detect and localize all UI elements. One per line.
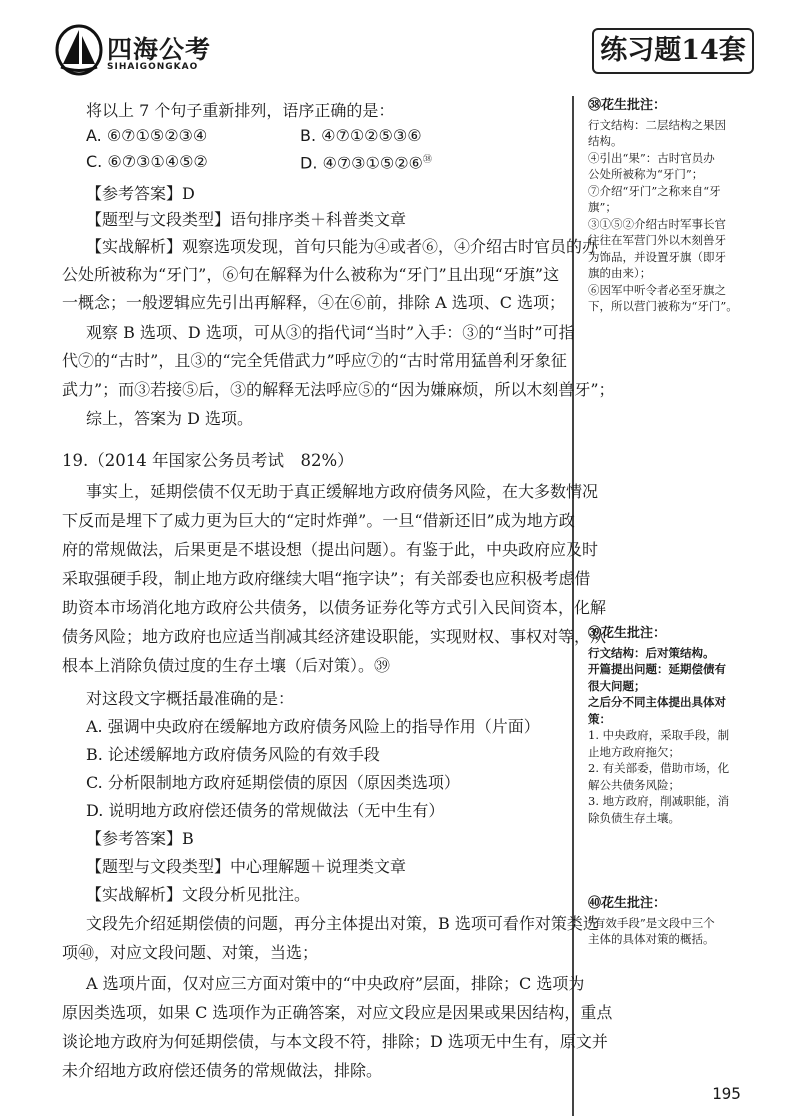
- annotation-line: 策：: [588, 711, 611, 726]
- annotation-39-title: ㊴花生批注：: [588, 626, 667, 641]
- q18-answer: 【参考答案】D: [86, 184, 195, 203]
- q19-explanation-line: 文段先介绍延期偿债的问题，再分主体提出对策，B 选项可看作对策类选: [86, 914, 599, 933]
- annotation-line: 往往在军营门外以木刻兽牙: [588, 233, 726, 247]
- q18-option-b: B. ④⑦①②⑤③⑥: [300, 126, 422, 145]
- annotation-line: “有效手段”是文段中三个: [588, 915, 715, 930]
- q19-explanation-line: A 选项片面，仅对应三方面对策中的“中央政府”层面，排除；C 选项为: [86, 974, 585, 993]
- q18-analysis-line: 观察 B 选项、D 选项，可从③的指代词“当时”入手：③的“当时”可指: [86, 323, 575, 342]
- annotation-line: 止地方政府拖欠；: [588, 744, 680, 759]
- q18-conclusion: 综上，答案为 D 选项。: [86, 409, 254, 428]
- annotation-line: 为饰品，并设置牙旗（即牙: [588, 249, 726, 264]
- annotation-38: [588, 98, 768, 315]
- brand-name-en: SIHAIGONGKAO: [107, 62, 199, 72]
- annotation-line: ④引出“果”：古时官员办: [588, 150, 715, 165]
- q19-passage-line: 事实上，延期偿债不仅无助于真正缓解地方政府债务风险，在大多数情况: [86, 482, 599, 501]
- q19-type: 【题型与文段类型】中心理解题＋说理类文章: [86, 857, 407, 876]
- annotation-line: 公处所被称为“牙门”；: [588, 167, 704, 181]
- q19-explanation-line: 未介绍地方政府偿还债务的常规做法，排除。: [62, 1061, 383, 1080]
- annotation-marker-38: ㊳: [422, 155, 432, 165]
- annotation-line: 结构。: [588, 134, 623, 148]
- q18-stem: 将以上 7 个句子重新排列，语序正确的是：: [86, 101, 395, 120]
- page-number: 195: [712, 1084, 741, 1103]
- annotation-line: 行文结构：二层结构之果因: [588, 117, 726, 132]
- annotation-line: 解公共债务风险；: [588, 777, 680, 792]
- annotation-line: 1. 中央政府，采取手段，制: [588, 728, 730, 742]
- q18-analysis-line: 武力”；而③若接⑤后，③的解释无法呼应⑤的“因为嫌麻烦，所以木刻兽牙”；: [62, 380, 615, 399]
- q19-explanation-line: 项㊵，对应文段问题、对策，当选；: [62, 943, 319, 962]
- q19-passage-line: 采取强硬手段，制止地方政府继续大唱“拖字诀”；有关部委也应积极考虑借: [62, 569, 591, 588]
- q18-analysis-line: 公处所被称为“牙门”，⑥句在解释为什么被称为“牙门”且出现“牙旗”这: [62, 265, 560, 284]
- annotation-38-title: ㊳花生批注：: [588, 98, 667, 113]
- annotation-line: ⑦介绍“牙门”之称来自“牙: [588, 183, 721, 198]
- annotation-line: 旗的由来）；: [588, 266, 652, 280]
- annotation-line: 行文结构：后对策结构。: [588, 645, 715, 660]
- annotation-line: 之后分不同主体提出具体对: [588, 695, 726, 709]
- annotation-line: ⑥因军中听令者必至牙旗之: [588, 282, 726, 297]
- q18-analysis-line: 【实战解析】观察选项发现，首句只能为④或者⑥，④介绍古时官员的办: [86, 237, 599, 256]
- sailboat-logo-icon: [55, 24, 103, 76]
- brand-name-cn: 四海公考: [107, 35, 212, 64]
- q19-passage-line: 根本上消除负债过度的生存土壤（后对策）。㊴: [62, 656, 391, 675]
- q19-passage-line: 债务风险；地方政府也应适当削减其经济建设职能，实现财权、事权对等，从: [62, 627, 607, 646]
- q19-passage-line: 助资本市场消化地方政府公共债务，以债务证券化等方式引入民间资本，化解: [62, 598, 607, 617]
- annotation-40: [588, 896, 768, 948]
- q18-type: 【题型与文段类型】语句排序类＋科普类文章: [86, 210, 407, 229]
- annotation-line: ③①⑤②介绍古时军事长官: [588, 216, 726, 231]
- q18-option-a: A. ⑥⑦①⑤②③④: [86, 126, 208, 145]
- annotation-line: 2. 有关部委，借助市场，化: [588, 761, 730, 775]
- annotation-line: 下，所以营门被称为“牙门”。: [588, 299, 738, 313]
- q19-explanation-line: 谈论地方政府为何延期偿债，与本文段不符，排除；D 选项无中生有，原文并: [62, 1032, 608, 1051]
- annotation-line: 3. 地方政府，削减职能，消: [588, 794, 730, 808]
- annotation-line: 开篇提出问题：延期偿债有: [588, 662, 726, 676]
- q19-option-c: C. 分析限制地方政府延期偿债的原因（原因类选项）: [86, 773, 460, 792]
- page-header: [0, 0, 800, 100]
- brand-logo: [55, 24, 225, 80]
- q19-passage-line: 下反而是埋下了威力更为巨大的“定时炸弹”。一旦“借新还旧”成为地方政: [62, 511, 575, 530]
- annotation-line: 旗”；: [588, 200, 617, 214]
- q19-option-a: A. 强调中央政府在缓解地方政府债务风险上的指导作用（片面）: [86, 717, 540, 736]
- q18-option-d: D. ④⑦③①⑤②⑥$^㊳$: [300, 153, 432, 173]
- q18-option-c: C. ⑥⑦③①④⑤②: [86, 152, 208, 171]
- q19-analysis: 【实战解析】文段分析见批注。: [86, 885, 311, 904]
- practice-set-label: 练习题14套: [592, 28, 754, 74]
- annotation-line: 除负债生存土壤。: [588, 810, 680, 825]
- q18-analysis-line: 代⑦的“古时”，且③的“完全凭借武力”呼应⑦的“古时常用猛兽利牙象征: [62, 351, 567, 370]
- q19-answer: 【参考答案】B: [86, 829, 194, 848]
- q18-analysis-line: 一概念；一般逻辑应先引出再解释，④在⑥前，排除 A 选项、C 选项；: [62, 293, 566, 312]
- q19-heading: 19.（2014 年国家公务员考试 82%）: [62, 451, 354, 470]
- annotation-40-title: ㊵花生批注：: [588, 896, 667, 911]
- q19-option-b: B. 论述缓解地方政府债务风险的有效手段: [86, 745, 380, 764]
- q19-explanation-line: 原因类选项，如果 C 选项作为正确答案，对应文段应是因果或果因结构，重点: [62, 1003, 613, 1022]
- q19-option-d: D. 说明地方政府偿还债务的常规做法（无中生有）: [86, 801, 445, 820]
- annotation-line: 很大问题；: [588, 678, 646, 693]
- q19-passage-line: 府的常规做法，后果更是不堪设想（提出问题）。有鉴于此，中央政府应及时: [62, 540, 599, 559]
- annotation-39: [588, 626, 768, 826]
- q19-question: 对这段文字概括最准确的是：: [86, 689, 295, 708]
- annotation-line: 主体的具体对策的概括。: [588, 932, 715, 946]
